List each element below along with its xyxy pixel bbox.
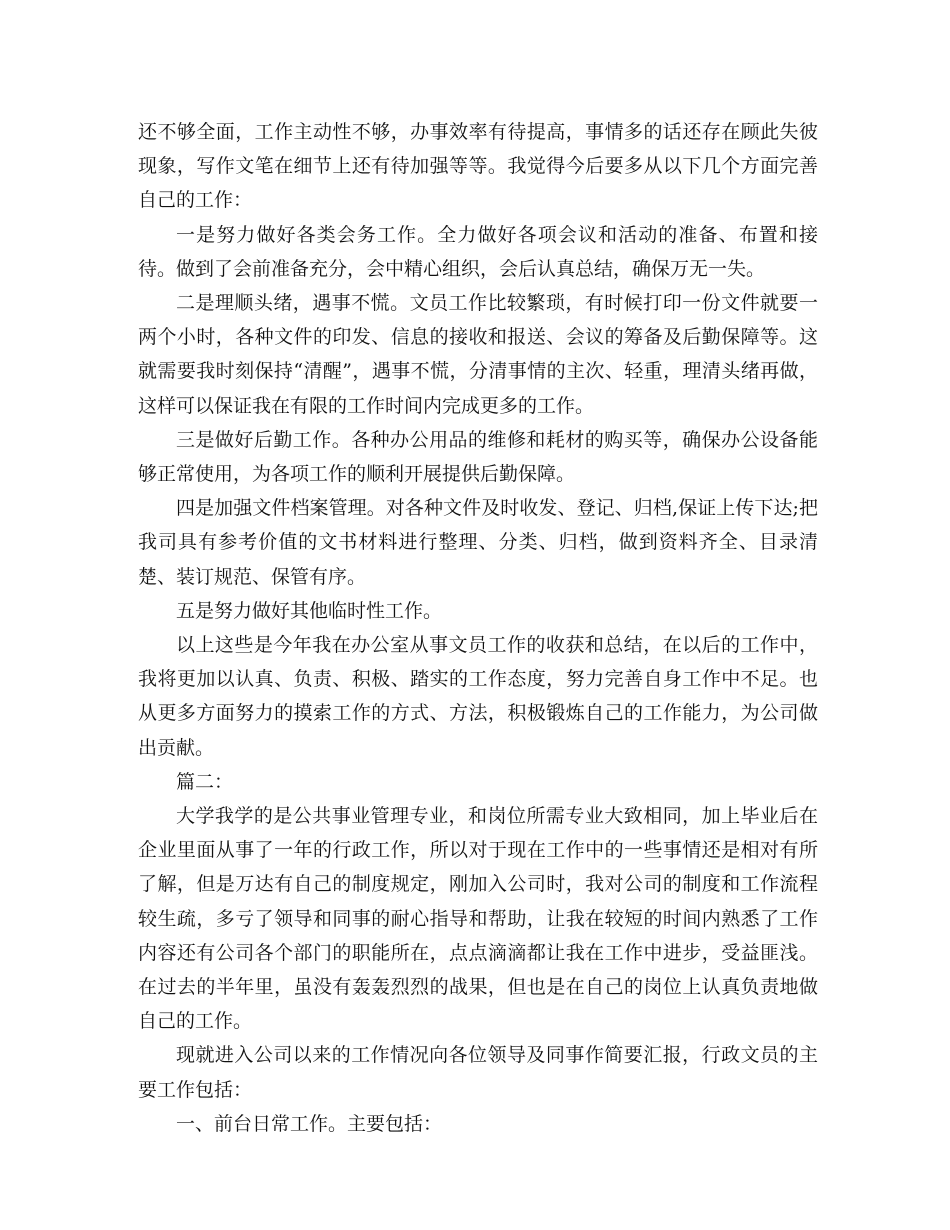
paragraph-item-5: 五是努力做好其他临时性工作。 [176,599,443,622]
document-body [138,115,818,1141]
paragraph-item-2: 二是理顺头绪，遇事不慌。文员工作比较繁琐，有时候打印一份文件就要一两个小时，各种文件的印发、信息的接收和报送、会议的筹备及后勤保障等。这就需要我时刻保持“清醒”，遇事不慌，分清事情的主次、轻重，理清头绪再做，这样可以保证我在有限的工作时间内完成更多的工作。 [138,292,818,417]
paragraph-item-3: 三是做好后勤工作。各种办公用品的维修和耗材的购买等，确保办公设备能够正常使用，为各项工作的顺利开展提供后勤保障。 [138,428,818,486]
paragraph-item-4: 四是加强文件档案管理。对各种文件及时收发、登记、归档,保证上传下达;把我司具有参考价值的文书材料进行整理、分类、归档，做到资料齐全、目录清楚、装订规范、保管有序。 [138,497,818,588]
paragraph-continuation: 还不够全面，工作主动性不够，办事效率有待提高，事情多的话还存在顾此失彼现象，写作文笔在细节上还有待加强等等。我觉得今后要多从以下几个方面完善自己的工作： [138,121,818,212]
paragraph-item-1: 一是努力做好各类会务工作。全力做好各项会议和活动的准备、布置和接待。做到了会前准备充分，会中精心组织，会后认真总结，确保万无一失。 [138,223,818,280]
paragraph-summary: 以上这些是今年我在办公室从事文员工作的收获和总结，在以后的工作中，我将更加以认真、负责、积极、踏实的工作态度，努力完善自身工作中不足。也从更多方面努力的摸索工作的方式、方法，积极锻炼自己的工作能力，为公司做出贡献。 [138,634,818,759]
paragraph-list-start: 一、前台日常工作。主要包括： [176,1112,443,1135]
paragraph-report: 现就进入公司以来的工作情况向各位领导及同事作简要汇报，行政文员的主要工作包括： [138,1044,818,1101]
section-heading: 篇二： [176,770,234,793]
paragraph-intro: 大学我学的是公共事业管理专业，和岗位所需专业大致相同，加上毕业后在企业里面从事了一年的行政工作，所以对于现在工作中的一些事情还是相对有所了解，但是万达有自己的制度规定，刚加入公司时，我对公司的制度和工作流程较生疏，多亏了领导和同事的耐心指导和帮助，让我在较短的时间内熟悉了工作内容还有公司各个部门的职能所在，点点滴滴都让我在工作中进步，受益匪浅。在过去的半年里，虽没有轰轰烈烈的战果，但也是在自己的岗位上认真负责地做自己的工作。 [138,805,818,1033]
